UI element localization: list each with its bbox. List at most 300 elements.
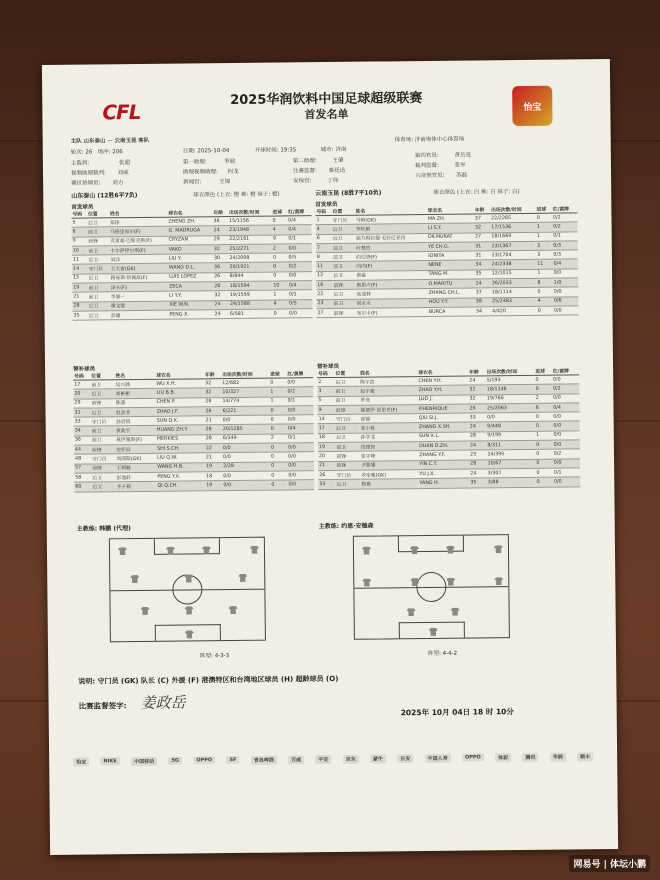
table-cell: 1/0 — [553, 278, 579, 288]
table-cell: 前卫 — [91, 436, 115, 446]
table-cell: 23/1367 — [490, 241, 536, 251]
table-cell: 31 — [474, 242, 490, 251]
fourth-name: 黄岳亮 — [454, 152, 472, 159]
table-cell: 17 — [73, 380, 90, 389]
player-shirt-icon — [494, 545, 503, 553]
table-cell: 57 — [74, 464, 91, 473]
table-cell: 0/1 — [287, 234, 311, 244]
table-cell: 郑铮 — [109, 217, 167, 227]
table-cell: PENG Y.X. — [156, 472, 205, 482]
signed-datetime: 2025年 10月 04日 18 时 10分 — [400, 707, 514, 718]
table-cell: 28 — [205, 425, 222, 434]
table-cell: 守门员 — [336, 470, 361, 480]
player-shirt-icon — [229, 606, 238, 614]
table-cell: 前卫 — [87, 227, 109, 237]
table-cell: 路易斯·洛佩兹(F) — [110, 273, 168, 283]
table-cell: 19 — [205, 462, 222, 471]
player-shirt-icon — [362, 547, 371, 555]
table-cell: 27 — [474, 232, 490, 241]
home-formation-pitch — [109, 537, 266, 643]
table-cell: 余家驰(GK) — [360, 470, 418, 480]
table-cell: 守门员 — [335, 414, 360, 424]
away-subs-table — [317, 367, 580, 489]
table-cell: 0/0 — [222, 443, 270, 453]
table-cell: 36 — [213, 263, 229, 272]
table-cell: 28 — [469, 432, 487, 441]
table-cell: 0/1 — [287, 433, 314, 443]
table-cell: 6/581 — [229, 309, 273, 319]
table-cell: 前卫 — [332, 243, 355, 253]
table-cell: 前锋 — [91, 463, 115, 473]
table-cell: 26/2033 — [491, 278, 537, 288]
table-cell: 4 — [316, 225, 332, 234]
table-cell: 0 — [270, 406, 287, 415]
ar1-name: 罗政 — [224, 158, 236, 166]
table-cell: 0/0 — [553, 287, 579, 297]
table-cell: 后卫 — [91, 408, 115, 418]
table-cell: 杨寰 — [360, 479, 418, 489]
table-cell: BURCA — [428, 307, 475, 317]
table-cell: 0/0 — [287, 406, 314, 416]
column-header: 出场次数/时间 — [490, 206, 536, 214]
table-cell: 26 — [213, 272, 229, 281]
away-starting-label: 首发球员 — [315, 201, 338, 209]
table-cell: 4/420 — [491, 306, 537, 316]
table-cell: 23 — [316, 299, 332, 308]
table-cell: 34 — [475, 307, 491, 316]
table-cell: 14 — [318, 415, 336, 424]
table-cell: 0/2 — [286, 387, 313, 397]
table-cell: 前卫 — [87, 246, 109, 256]
table-cell: 0/4 — [287, 225, 311, 235]
table-cell: 1 — [269, 387, 286, 396]
table-cell: 24 — [468, 376, 486, 385]
teams-line — [71, 136, 150, 145]
table-cell: ZECA — [168, 282, 213, 292]
table-cell: WANG D.L. — [168, 263, 213, 273]
round-info — [71, 147, 123, 156]
column-header: 号码 — [315, 208, 331, 216]
round: 轮次: 26 — [70, 149, 93, 156]
table-cell: TANG M. — [427, 270, 474, 280]
coordinator-name: 刘力 — [112, 180, 124, 187]
table-cell: 24 — [475, 279, 491, 288]
table-cell: 24 — [469, 469, 487, 478]
table-cell: 前卫 — [88, 292, 110, 302]
referee-assessor-name: 张军 — [454, 162, 466, 169]
table-cell: 内内(F) — [355, 261, 427, 271]
table-cell: 44 — [74, 445, 91, 454]
avar-label: 助理视频助理: — [182, 169, 218, 176]
sponsor-logo: 腾讯 — [522, 752, 538, 761]
table-cell: 0 — [270, 471, 287, 480]
table-cell: 前锋 — [87, 236, 109, 246]
table-cell: 0/1 — [553, 468, 580, 478]
table-cell: 0/2 — [553, 449, 580, 459]
table-cell: 0 — [536, 213, 552, 222]
table-cell: 8/844 — [229, 272, 273, 282]
table-cell: 唐淼 — [355, 270, 427, 280]
table-cell: 4 — [272, 225, 288, 234]
table-cell: 彭逸轩 — [115, 472, 156, 482]
table-cell: 9 — [317, 405, 335, 414]
player-shirt-icon — [250, 546, 259, 554]
sponsor-logo: 顺丰 — [577, 752, 593, 761]
table-cell: 0/0 — [552, 393, 579, 403]
table-cell: 1 — [536, 232, 552, 241]
table-cell: WU X.H. — [155, 379, 204, 389]
table-cell: 张成林 — [355, 289, 427, 299]
table-cell: 0 — [535, 468, 553, 477]
table-cell: 17 — [318, 424, 336, 433]
away-team-header: 云南玉昆 (8胜7平10负) — [315, 189, 382, 198]
table-cell: 孙启凯 — [115, 417, 156, 427]
table-cell: 前卫 — [90, 380, 114, 390]
table-cell: 陈宇浩 — [359, 377, 417, 387]
sponsor-logo: SF — [226, 756, 239, 764]
venue: 体育场: 济南奥体中心体育场 — [394, 136, 465, 144]
away-team-name: 云南玉昆 — [114, 138, 137, 145]
table-cell: 10 — [272, 281, 288, 290]
player-shirt-icon — [238, 574, 247, 582]
table-cell: 前卫 — [332, 252, 355, 262]
table-cell: LI Y.Y. — [168, 291, 213, 301]
home-team-name: 山东泰山 — [83, 138, 106, 145]
table-cell: 5/193 — [486, 375, 535, 385]
table-cell: 0/0 — [287, 452, 314, 462]
table-cell: 陈蒲 — [115, 398, 156, 408]
table-cell: 2/28 — [222, 462, 270, 472]
security-officer-line — [293, 176, 338, 184]
table-cell: 6 — [72, 227, 88, 236]
table-cell: LUO J. — [418, 395, 469, 405]
table-cell: 6 — [535, 403, 553, 412]
table-cell: CHEN Y.H. — [417, 376, 468, 386]
page-title: 2025华润饮料中国足球超级联赛 — [230, 91, 423, 109]
table-cell: 37 — [474, 214, 490, 223]
column-header: 位置 — [334, 370, 359, 378]
table-cell: 王大雷(GK) — [109, 264, 167, 274]
table-cell: 0/0 — [222, 453, 270, 463]
player-shirt-icon — [118, 547, 127, 555]
table-cell: 33 — [74, 417, 91, 426]
signature: 姜政岳 — [140, 693, 186, 712]
table-cell: 3 — [317, 387, 335, 396]
coordinator-label: 赛区协调员: — [71, 180, 101, 187]
table-cell: 36 — [74, 436, 91, 445]
table-cell: 0/3 — [552, 241, 578, 251]
table-cell: 2 — [317, 377, 335, 386]
referee-assessor-line — [415, 161, 466, 170]
table-cell: 2 — [535, 394, 553, 403]
player-shirt-icon — [141, 607, 150, 615]
table-cell: 25/2063 — [486, 403, 535, 413]
home-subs-table — [73, 370, 314, 492]
table-cell: 后卫 — [91, 473, 115, 483]
column-header: 年龄 — [212, 209, 228, 217]
table-cell: 前卫 — [88, 283, 110, 293]
sponsor-logo: 怡宝 — [512, 86, 552, 126]
table-cell: 后卫 — [336, 479, 361, 489]
security-officer-name: 丁伟 — [327, 177, 339, 185]
table-cell: 32 — [213, 244, 229, 253]
table-cell: 34 — [74, 426, 91, 435]
table-cell: 30 — [213, 254, 229, 263]
table-cell: 11 — [316, 262, 332, 271]
table-cell: YU J.X. — [418, 469, 469, 479]
table-cell: 前锋 — [335, 405, 360, 415]
table-cell: WANG H.B. — [156, 462, 205, 472]
ar1-label: 第一助理: — [182, 159, 207, 166]
column-header: 姓名 — [359, 369, 417, 377]
sponsor-logo: OPPO — [462, 753, 484, 761]
table-cell: 19 — [72, 283, 88, 292]
table-cell: 9 — [72, 237, 88, 246]
ar2-line — [293, 156, 344, 165]
table-cell: 后卫 — [88, 301, 110, 311]
table-cell: 守门员 — [91, 454, 115, 464]
table-cell: 马德里加尔(F) — [109, 226, 167, 236]
player-shirt-icon — [451, 608, 460, 616]
away-subs-label: 替补球员 — [317, 363, 340, 371]
table-cell: 0 — [535, 412, 553, 421]
table-cell: 前锋 — [91, 445, 115, 455]
table-cell: 赵剑非 — [115, 407, 156, 417]
table-cell: 21 — [72, 292, 88, 301]
watermark: 网易号 | 体坛小鹏 — [569, 855, 650, 872]
table-cell: 11 — [536, 260, 552, 269]
referee-name: 张超 — [118, 160, 131, 167]
table-cell: 0/0 — [287, 443, 314, 453]
table-cell: 15 — [72, 274, 88, 283]
table-cell: 0/1 — [552, 231, 578, 241]
table-cell: 24 — [213, 226, 229, 235]
table-cell: VAKO — [168, 245, 213, 255]
table-cell: 25/2483 — [491, 297, 537, 307]
table-cell: 0/0 — [287, 244, 311, 254]
table-cell: 24/2098 — [228, 253, 272, 263]
home-subs-label: 替补球员 — [73, 366, 96, 373]
column-header: 出场次数/时间 — [228, 209, 272, 217]
table-cell: 0/0 — [287, 471, 314, 481]
table-cell: 33 — [469, 413, 487, 422]
table-cell: 0/0 — [222, 471, 270, 481]
table-cell: NENE — [427, 260, 474, 270]
table-cell: LIU Y. — [168, 254, 213, 264]
table-cell: 守门员 — [332, 215, 355, 225]
pitch-box — [154, 538, 220, 555]
table-cell: 黄政宇 — [115, 426, 156, 436]
table-cell: 23/1704 — [491, 251, 537, 261]
table-cell: 0/1 — [287, 396, 314, 406]
table-cell: 58 — [74, 473, 91, 482]
table-cell: 谢文能 — [110, 301, 168, 311]
table-cell: 60 — [74, 482, 91, 491]
table-cell: 29 — [469, 404, 487, 413]
table-cell: 20 — [318, 452, 336, 461]
table-cell: 0/5 — [288, 253, 312, 263]
table-cell: 0 — [272, 253, 288, 262]
sponsor-logo: OPPO — [193, 756, 215, 764]
table-cell: 尹聪耀 — [360, 460, 418, 470]
table-cell: 0/0 — [552, 431, 579, 441]
home-coach: 主教练: 韩鹏 (代理) — [76, 525, 131, 533]
table-cell: 22/2265 — [490, 213, 536, 223]
referee-assessor-label: 裁判监督: — [414, 162, 439, 170]
table-cell: MERKIES — [156, 435, 205, 445]
security-officer-label: 安保官: — [293, 178, 312, 185]
table-cell: 0/0 — [552, 412, 579, 422]
table-cell: P.HENRIQUE — [418, 404, 469, 414]
table-cell: YE CH.G. — [427, 242, 474, 252]
table-cell: 12/1015 — [491, 269, 537, 279]
table-cell: 0/0 — [553, 459, 580, 469]
table-cell: 21 — [204, 416, 221, 425]
table-cell: 3/88 — [487, 478, 536, 488]
table-cell: 0/0 — [288, 309, 312, 319]
table-cell: 18/1146 — [486, 385, 535, 395]
table-cell: 1 — [269, 397, 286, 406]
table-cell: 后卫 — [335, 433, 360, 443]
table-cell: 31 — [73, 408, 90, 417]
match-date: 日期: 2025-10-04 — [182, 148, 230, 155]
column-header: 红/黄牌 — [552, 367, 579, 375]
table-cell: 前卫 — [335, 396, 360, 406]
table-cell: 0/0 — [222, 415, 270, 425]
table-cell: 侯永永 — [356, 298, 428, 308]
table-cell: 29 — [213, 235, 229, 244]
table-cell: 0 — [269, 378, 286, 387]
player-shirt-icon — [407, 608, 416, 616]
table-cell: 后卫 — [332, 234, 355, 244]
player-shirt-icon — [362, 579, 371, 587]
table-cell: 叶楚贵 — [355, 242, 427, 252]
sponsor-strip — [73, 739, 593, 778]
sponsor-logo: 体彩 — [495, 753, 511, 762]
table-cell: LUIS LOPEZ — [168, 272, 213, 282]
table-cell: LIU Q.W. — [156, 453, 205, 463]
column-header: 进球 — [536, 206, 552, 214]
table-cell: 33 — [318, 480, 336, 489]
table-cell: 24/1588 — [229, 300, 273, 310]
table-cell: 22 — [316, 290, 332, 299]
table-cell: 0 — [270, 462, 287, 471]
home-label: 主队 — [70, 138, 82, 145]
table-cell: 22 — [205, 444, 222, 453]
column-header: 姓名 — [114, 372, 155, 380]
column-header: 出场次数/时间 — [221, 371, 269, 379]
table-row — [318, 477, 580, 489]
table-cell: 0 — [535, 440, 553, 449]
table-cell: 21 — [318, 461, 336, 470]
away-formation-pitch — [353, 534, 510, 640]
table-cell: 24 — [469, 441, 487, 450]
player-shirt-icon — [494, 577, 503, 585]
table-cell: 6/221 — [222, 406, 270, 416]
sponsor-logo: 5G — [168, 757, 182, 765]
column-header: 进球 — [534, 368, 551, 376]
table-cell: 佩德罗·恩里克(F) — [359, 404, 417, 414]
table-cell: 卡尔萨伊尔斯(F) — [109, 245, 167, 255]
table-cell: SUN X.L. — [418, 432, 469, 442]
sponsor-logo: 华润 — [550, 752, 566, 761]
table-cell: 后卫 — [335, 424, 360, 434]
table-cell: 前卫 — [332, 262, 355, 272]
table-cell: 泽卡(F) — [110, 282, 168, 292]
coordinator-line — [71, 178, 123, 187]
ar2-name: 王肇 — [332, 157, 344, 164]
table-cell: 前卫 — [333, 299, 356, 309]
table-cell: 35 — [469, 478, 487, 487]
table-cell: 35 — [474, 270, 490, 279]
table-cell: 0 — [270, 424, 287, 433]
sponsor-logo: 青岛啤酒 — [251, 755, 277, 764]
column-header: 年龄 — [474, 206, 490, 214]
fourth-official-line — [415, 151, 471, 160]
table-cell: 15/1156 — [228, 216, 272, 226]
table-cell: 9 — [272, 235, 288, 244]
home-kit-colors: 球衣颜色 (上衣: 橙 裤: 橙 袜子: 橙) — [193, 191, 280, 199]
ar1-line — [183, 157, 236, 166]
table-cell: HUANG ZH.Y. — [156, 425, 205, 435]
var-name: 刘威 — [117, 170, 129, 177]
doping-officer-line — [415, 171, 467, 180]
table-cell: 18/1669 — [490, 232, 536, 242]
table-cell: 莫伊塞斯(F) — [115, 435, 156, 445]
table-cell: 1 — [535, 431, 553, 440]
table-cell: 罗竞 — [359, 395, 417, 405]
table-cell: 王硕毓 — [115, 463, 156, 473]
table-cell: 刘洋 — [109, 254, 167, 264]
city: 城市: 济南 — [320, 146, 347, 154]
table-cell: YANG H. — [418, 478, 469, 488]
table-cell: 0/4 — [287, 424, 314, 434]
table-cell: 0/0 — [287, 480, 314, 490]
table-cell: 5 — [317, 396, 335, 405]
table-cell: 0/0 — [287, 415, 314, 425]
table-cell: 14 — [72, 265, 88, 274]
table-cell: 0 — [272, 262, 288, 271]
table-cell: 34 — [474, 260, 490, 269]
avar-name: 何龙 — [227, 168, 239, 176]
sponsor-logo: 中国移动 — [131, 756, 157, 765]
table-cell: 32 — [468, 394, 486, 403]
table-cell: 32 — [213, 291, 229, 300]
home-starting-label: 首发球员 — [71, 204, 94, 211]
table-cell: 32 — [204, 379, 221, 388]
table-cell: 9/199 — [486, 431, 535, 441]
table-cell: 李松毅 — [355, 224, 427, 234]
away-formation: 阵型: 4-4-2 — [428, 650, 458, 657]
table-cell: 0/4 — [287, 216, 311, 226]
table-cell: 李源一 — [110, 292, 168, 302]
table-cell: 后卫 — [332, 225, 355, 235]
table-cell: 19 — [205, 481, 222, 490]
table-cell: 前锋 — [335, 461, 360, 471]
table-cell: 2 — [272, 244, 288, 253]
table-cell: 20 — [73, 389, 90, 398]
table-cell: 1 — [272, 290, 288, 299]
table-cell: 26 — [205, 434, 222, 443]
table-cell: 27 — [316, 308, 332, 317]
away-starters-table — [315, 205, 578, 318]
table-cell: 0/2 — [552, 222, 578, 232]
table-cell: 0 — [534, 375, 552, 384]
table-cell: 2 — [270, 434, 287, 443]
table-cell: 前锋 — [335, 452, 360, 462]
lineup-sheet — [42, 59, 618, 855]
column-header: 出场次数/时间 — [486, 368, 535, 376]
